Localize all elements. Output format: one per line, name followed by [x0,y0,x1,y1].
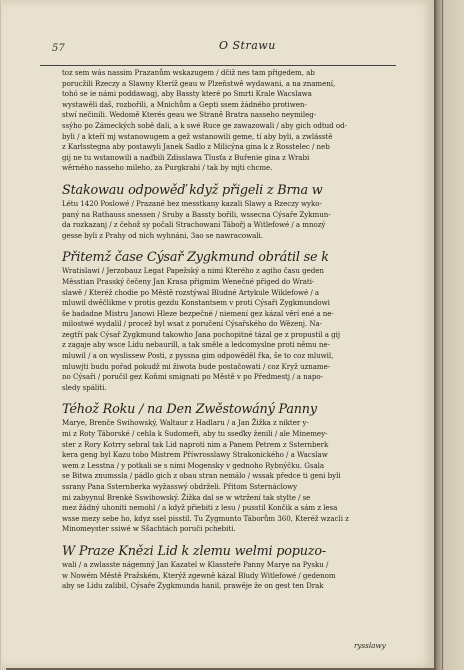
text-line: da rozkazanj / z čehož sy počali Strachowaní Tábořj a Witlefowé / a mnozý [62,220,326,230]
text-line: z zagaje aby wsce Lidu nebaurill, a tak směle a ledcomyslne proti němu ne- [62,340,330,350]
text-line: kera geng byl Kazu tobo Mistrem Příwrosslawy Strakonického / a Wacslaw [62,450,328,460]
text-line: milostwé wydalil / procež byl wsat z poručení Cýsařského do Wězenj. Na- [62,319,323,329]
text-line: Měsstian Prasský čečeny Jan Krasa přigmim Wenečné přiged do Wrati- [62,276,315,286]
paragraph [62,544,398,592]
text-line: mluwil dwěčlikme v protis gezdu Konstantsem v proti Cýsaři Zygkmundowi [62,298,330,308]
text-line: toz sem wás nassim Prazanům wskazugem / dčiž nes tam přigedem, ab [62,68,315,77]
text-line: ssrany Pana Ssternberka wyžasswý obdrželi. Přitom Ssternáclowy [62,482,298,491]
text-line: wěrného nasseho mileho, za Purgkrabi / tak by mjti chcme. [62,163,273,173]
text-line: stwí nečinili. Wedomě Kterés geau we Straně Bratra nasseho neymileg- [62,110,317,120]
text-line: gesse byli z Prahy od nich wyhnáni, 3ao se nawracowali. [62,230,263,240]
text-line: mluwil / a on wyslissew Posti, z pyssna gim odpowěděl řka, še to coz mluwil, [62,351,334,361]
paragraph [62,68,398,174]
text-line: mluwjti budu pořad pokudž mi žiwota bude postačowati / coz Kryž uzname- [62,361,331,371]
text-line: z Karlsstegna aby postawyli Janek Sadlo z Milicýna gina k z Rosstelec / neb [62,142,330,152]
catchword: rysslawy [354,641,386,650]
text-line: mi zabyynul Brenké Sswihowský. Žižka dal se w wtržení tak stylte / se [62,492,311,502]
text-line: porucžili Rzeczy a Slawny Kteríž geau w Plzeňstwě wydawani, a na znamení, [62,78,336,88]
section-heading: Téhož Roku / na Den Zwěstowáný Panny [62,402,317,418]
section-heading: Přitemž čase Cýsař Zygkmund obrátil se k [62,250,329,266]
text-line: se Bitwa znumssla / pádlo gich z obau stran nemálo / wssak předce ti geni byli [62,471,341,481]
page-header [47,39,417,59]
text-line: Minomeyster ssiwé w Sšachtách poruči pchebiti. [62,524,236,534]
section-heading: W Praze Knězi Lid k zlemu welmi popuzo- [62,543,326,559]
text-line: byli / a kteří mj wstanowugem a gež wstanowili geme, tí aby byli, a zwlásstě [62,131,333,141]
book-page [2,0,434,668]
page-number: 57 [52,43,65,54]
text-line: ssýho po Zámeckých sobě dali, a k swé Ruce ge zawazowali / aby gich odtud od- [62,120,347,130]
text-line: wem z Lesstna / y potkali se s nimi Mogensky v gednoho Rybnýčku. Gsala [62,460,325,470]
text-line: zegtří pak Cýsař Zygkmund takowho Jana pochopitné tázal ge z propustil a gij [62,329,341,339]
text-line: w Nowém Městě Pražském, Kterýž zgewně kázal Bludy Witlefowé / gedenom [62,570,336,580]
facing-page-edge [436,0,464,670]
text-line: še badadne Mistru Janowi Hleze bezpečné / niemení gez kázal věrí ené a ne- [62,308,334,318]
section-heading: Stakowau odpowěď když přigeli z Brna w [62,182,323,198]
paragraph [62,250,398,393]
text-line: tohó se ie námi poddawagj, aby Bassty které po Smrti Krale Wacslawa [62,89,312,99]
text-line: mez žádný uhoniti nemohl / a když přiebiti z lesu / pusstil Končik a sám z lesa [62,503,338,513]
text-column [62,68,398,595]
text-line: sledy spáliti. [62,382,107,392]
text-line: mi z Roty Táborské / cehla k Sudomeři, aby tu sseďky ženili / ale Minemey- [62,429,328,439]
paragraph [62,402,398,535]
text-line: wali / a zwlasste nágemný Jan Kazatel w Klassteře Panny Marye na Pysku / [62,559,329,569]
text-line: slawě / Kteréž chodie po Městě rozstýwal Bludné Artykule Wiklefowé / a [62,287,320,297]
text-line: gij ne tu wstanowili a naďbili Zdisslawa Tlusťa z Buřenie gina z Wrabi [62,152,310,162]
text-line: ster z Rory Kotrry sebral tak Lid naproti nim a Panem Petrem z Ssternberk [62,439,329,449]
text-line: no Cýsaři / poručil gez Koňmi smignati po Městě v po Předmestj / a napo- [62,372,323,382]
text-line: wsse mezy sebe ho, kdyz ssel pisstil. Tu Zygmunto Táborům 360, Kteréž wzacli z [62,513,349,523]
text-line: paný na Rathauss snessen / Sruby a Bassty bořili, wssecna Cýsaře Zykmun- [62,209,331,219]
text-line: aby se Lidu zalibil, Cýsaře Zygkmunda hanil, prawěje že on gest ten Drak [62,581,324,591]
paragraph [62,183,398,241]
running-head: O Strawu [219,39,276,52]
header-rule [40,65,396,66]
text-line: wystawěli daš, rozbořili, a Mnichům a Gepti ssem žádného protiwen- [62,99,307,109]
text-line: Wratislawi / Jerzobauz Legat Papežský a nimi Kterého z agiho času geden [62,266,324,276]
text-line: Létu 1420 Poslowé / Prazané bez messtkany kazali Slawy a Rzeczy wyko- [62,198,322,208]
text-line: Marye, Brenče Swihowský, Waltaur z Hadlaru / a Jan Žižka z nikter y- [62,418,309,428]
